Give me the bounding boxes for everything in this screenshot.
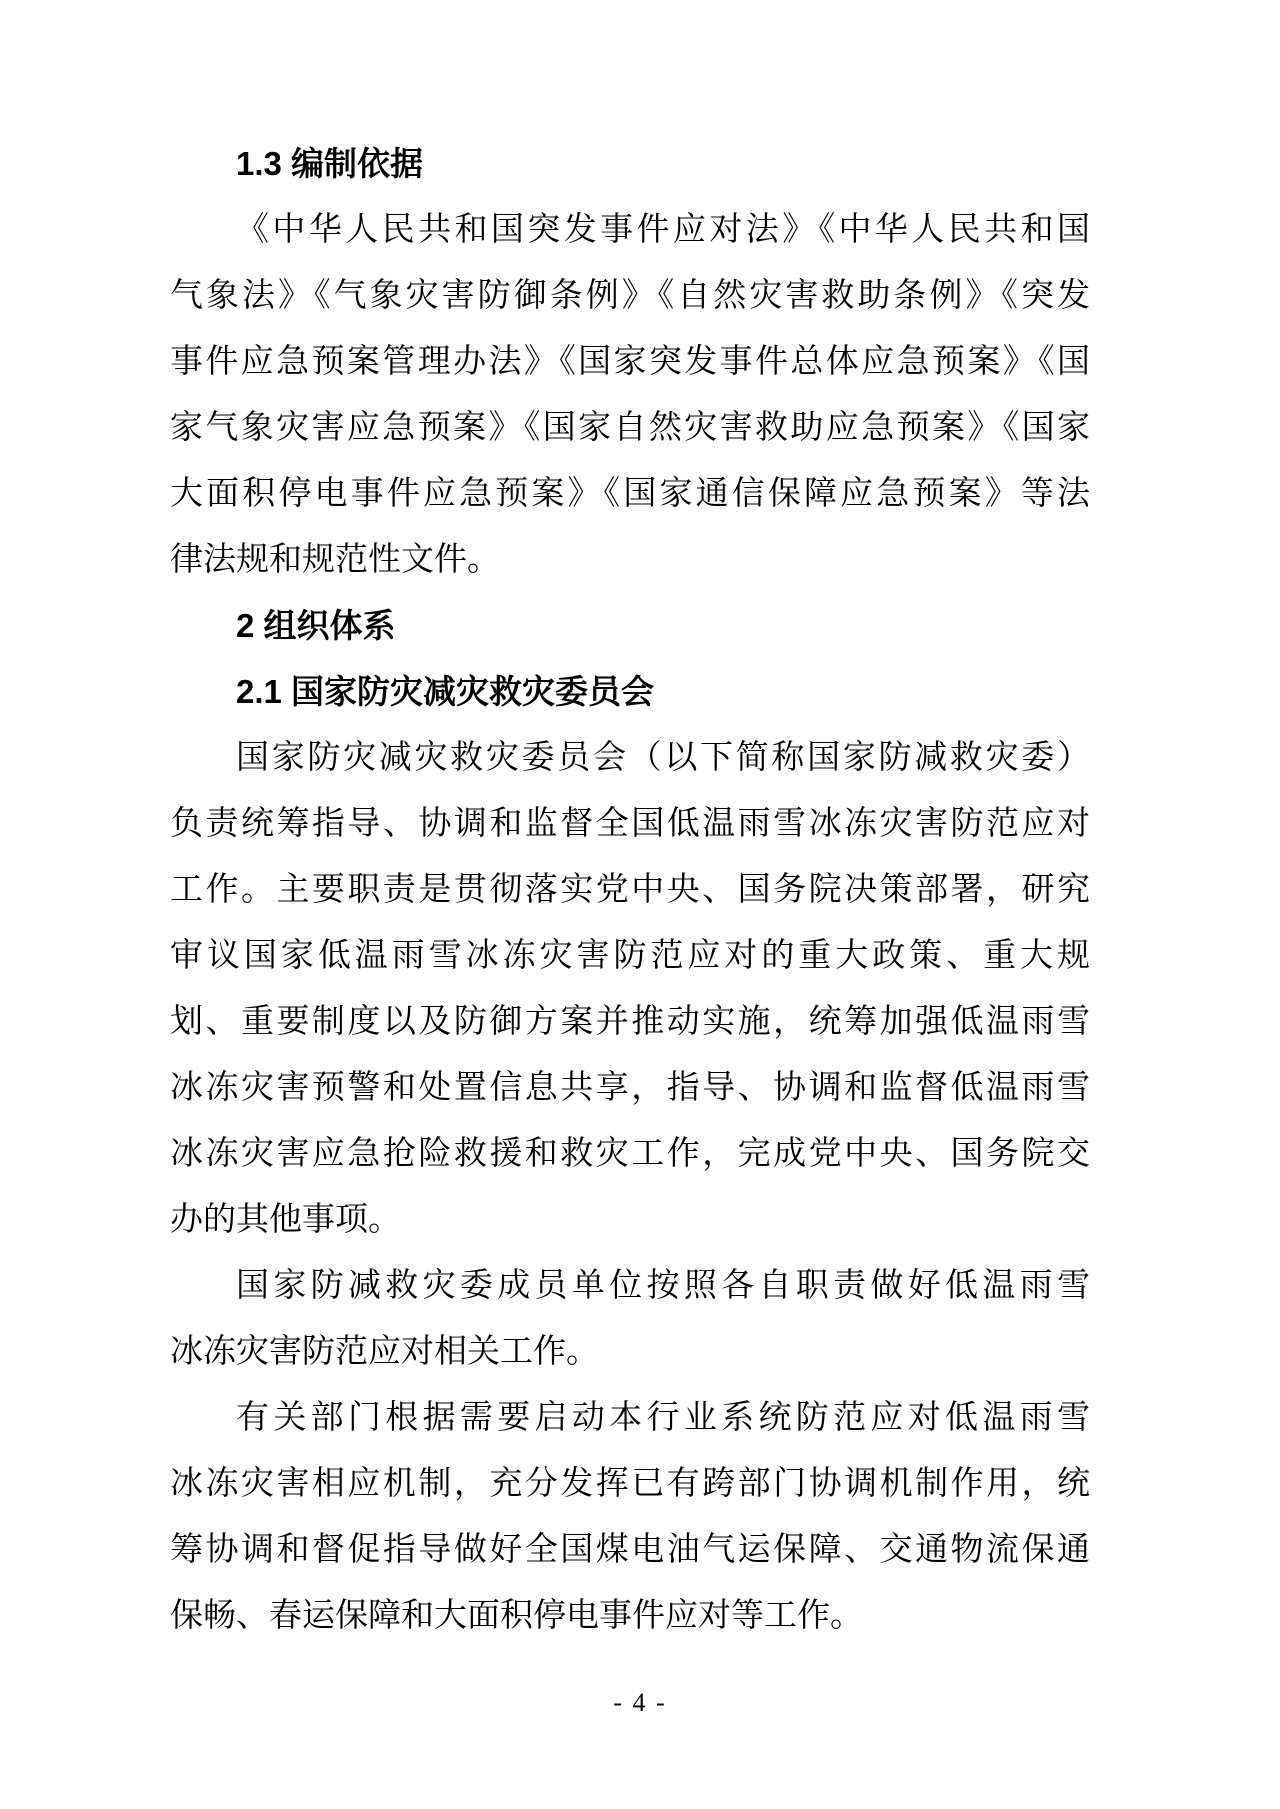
text-line: 律法规和规范性文件。: [170, 542, 500, 578]
section-heading: 1.3 编制依据: [236, 145, 424, 182]
section-heading: 2.1 国家防灾减灾救灾委员会: [236, 673, 655, 710]
text-line: 国家防减救灾委成员单位按照各自职责做好低温雨雪: [236, 1268, 1090, 1304]
text-line: 气象法》《气象灾害防御条例》《自然灾害救助条例》《突发: [170, 278, 1090, 314]
text-line: 家气象灾害应急预案》《国家自然灾害救助应急预案》《国家: [170, 410, 1090, 446]
page-number: - 4 -: [613, 1688, 667, 1717]
text-line: 大面积停电事件应急预案》《国家通信保障应急预案》等法: [170, 476, 1090, 512]
text-line: 冰冻灾害防范应对相关工作。: [170, 1334, 599, 1370]
text-line: 冰冻灾害预警和处置信息共享，指导、协调和监督低温雨雪: [170, 1070, 1090, 1106]
text-line: 《中华人民共和国突发事件应对法》《中华人民共和国: [236, 212, 1090, 248]
text-line: 国家防灾减灾救灾委员会（以下简称国家防减救灾委）: [236, 740, 1090, 776]
text-line: 冰冻灾害相应机制，充分发挥已有跨部门协调机制作用，统: [170, 1466, 1090, 1502]
text-line: 办的其他事项。: [170, 1202, 401, 1238]
text-line: 负责统筹指导、协调和监督全国低温雨雪冰冻灾害防范应对: [170, 806, 1090, 842]
text-line: 有关部门根据需要启动本行业系统防范应对低温雨雪: [236, 1400, 1090, 1436]
text-line: 筹协调和督促指导做好全国煤电油气运保障、交通物流保通: [170, 1532, 1090, 1568]
text-line: 冰冻灾害应急抢险救援和救灾工作，完成党中央、国务院交: [170, 1136, 1090, 1172]
text-line: 划、重要制度以及防御方案并推动实施，统筹加强低温雨雪: [170, 1004, 1090, 1040]
section-heading: 2 组织体系: [236, 607, 396, 644]
text-line: 工作。主要职责是贯彻落实党中央、国务院决策部署，研究: [170, 872, 1090, 908]
document-body: [170, 131, 1090, 1649]
text-line: 事件应急预案管理办法》《国家突发事件总体应急预案》《国: [170, 344, 1090, 380]
text-line: 审议国家低温雨雪冰冻灾害防范应对的重大政策、重大规: [170, 938, 1090, 974]
text-line: 保畅、春运保障和大面积停电事件应对等工作。: [170, 1598, 863, 1634]
